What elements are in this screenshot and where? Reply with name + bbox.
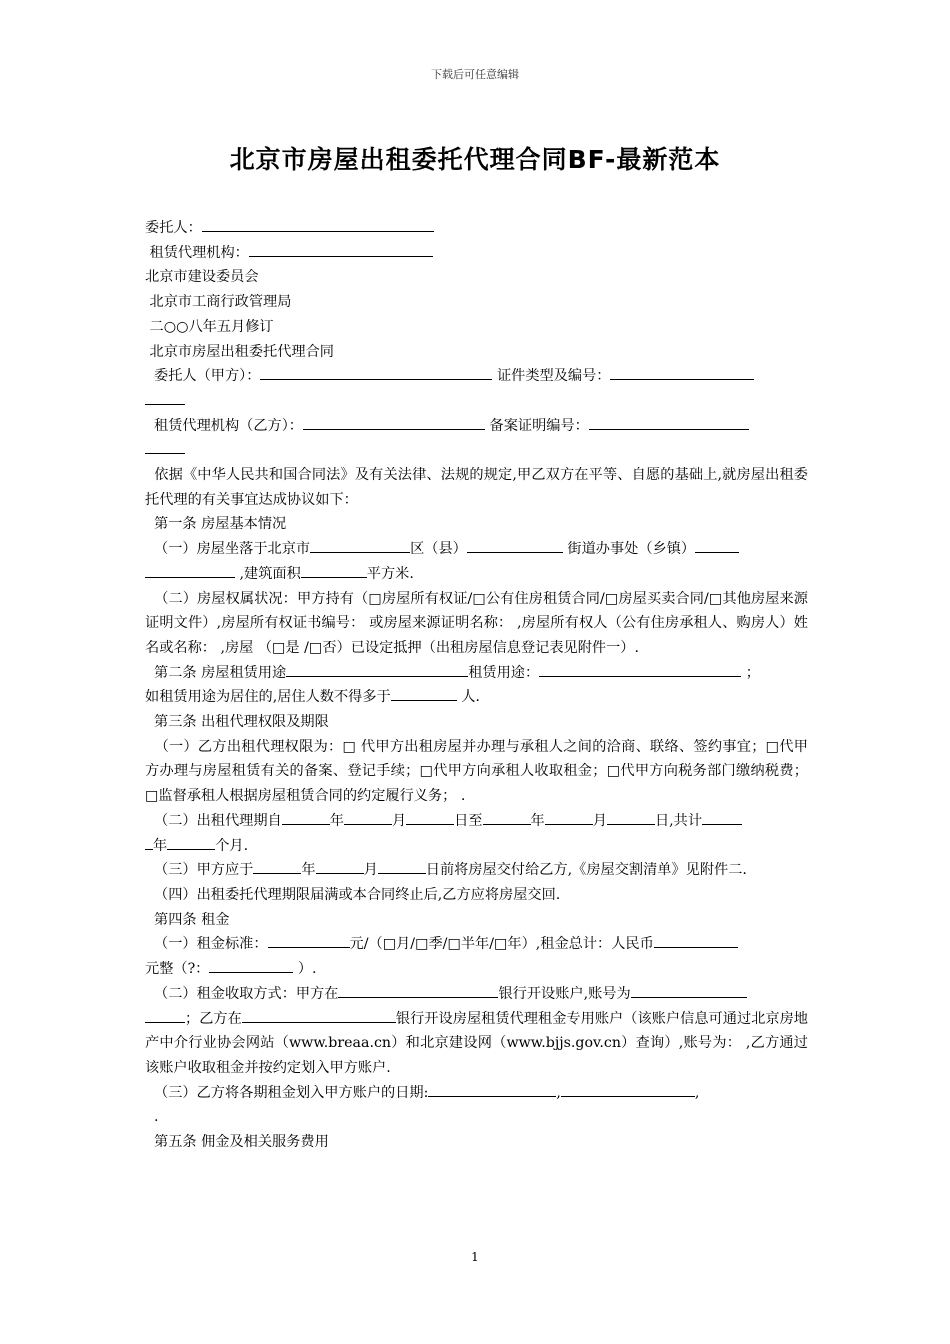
client-line: 委托人： [145,216,808,241]
rent-rate-blank[interactable] [268,932,350,948]
transfer-date-1-blank[interactable] [428,1081,556,1097]
agency-line: 租赁代理机构： [145,241,808,266]
revision-date: 二○○八年五月修订 [145,318,274,335]
id-number-blank[interactable] [610,364,754,380]
district-blank[interactable] [310,537,410,553]
article-4-item-1: （一）租金标准： 元/（□月/□季/□半年/□年）,租金总计：人民币 元整（?： ）. [145,932,808,981]
party-a-line: 委托人（甲方）： 证件类型及编号： [145,364,808,413]
start-day-blank[interactable] [406,809,454,825]
town-blank[interactable] [695,537,739,553]
article-5-heading: 第五条 佣金及相关服务费用 [145,1134,329,1151]
transfer-date-2-blank[interactable] [561,1081,695,1097]
article-4-item-2: （二）租金收取方式：甲方在 银行开设账户,账号为 ；乙方在 银行开设房屋租赁代理租金专用账户（该账户信息可通过北京房地产中介行业协会网站（www.breaa.cn）和北京建设网（www.bjjs.gov.cn）查询）,账号为： ,乙方通过该账户收取租金并按约定划入甲方账户. [145,982,808,1081]
county-blank[interactable] [467,537,563,553]
total-months-blank[interactable] [167,834,215,850]
occupants-blank[interactable] [391,685,457,701]
end-month-blank[interactable] [545,809,593,825]
delivery-year-blank[interactable] [253,858,301,874]
party-a-account-blank-cont[interactable] [145,1007,185,1023]
filing-number-blank-cont[interactable] [145,438,185,454]
usage-detail-blank[interactable] [539,661,741,677]
contract-body [145,216,808,1155]
article-2: 第二条 房屋租赁用途 租赁用途： ； 如租赁用途为居住的,居住人数不得多于 人. [145,661,808,710]
page-number: 1 [471,1250,479,1264]
article-1-item-2: （二）房屋权属状况：甲方持有（□房屋所有权证/□公有住房租赁合同/□房屋买卖合同/□其他房屋来源证明文件）,房屋所有权证书编号： 或房屋来源证明名称： ,房屋所有权人（公有住房承租人、购房人）姓名或名称： ,房屋 （□是 /□否）已设定抵押（出租房屋信息登记表见附件一）. [145,590,808,656]
rent-total-figure-blank[interactable] [209,957,293,973]
total-years-blank[interactable] [702,809,742,825]
article-3-item-1: （一）乙方出租代理权限为：□ 代甲方出租房屋并办理与承租人之间的洽商、联络、签约事宜；□代甲方办理与房屋租赁有关的备案、登记手续；□代甲方向承租人收取租金；□代甲方向税务部门缴纳税费；□监督承租人根据房屋租赁合同的约定履行义务； . [145,738,808,805]
article-1-heading: 第一条 房屋基本情况 [145,516,287,533]
article-1-item-1: （一）房屋坐落于北京市 区（县） 街道办事处（乡镇） ,建筑面积 平方米. [145,537,808,586]
usage-blank[interactable] [286,661,468,677]
start-month-blank[interactable] [344,809,392,825]
start-year-blank[interactable] [282,809,330,825]
delivery-month-blank[interactable] [316,858,364,874]
delivery-day-blank[interactable] [378,858,426,874]
document-title: 北京市房屋出租委托代理合同BF-最新范本 [229,145,721,174]
id-number-blank-cont[interactable] [145,389,185,405]
agency-blank[interactable] [249,241,433,257]
party-b-bank-blank[interactable] [242,1007,396,1023]
party-b-blank[interactable] [303,414,485,430]
issuer-1: 北京市建设委员会 [145,269,259,286]
article-4-item-3: （三）乙方将各期租金划入甲方账户的日期: , , . [145,1081,808,1130]
preamble: 依据《中华人民共和国合同法》及有关法律、法规的规定,甲乙双方在平等、自愿的基础上,就房屋出租委托代理的有关事宜达成协议如下： [145,467,808,508]
article-4-heading: 第四条 租金 [145,911,230,928]
end-day-blank[interactable] [607,809,655,825]
article-3-heading: 第三条 出租代理权限及期限 [145,714,329,731]
filing-number-blank[interactable] [589,414,749,430]
end-year-blank[interactable] [483,809,531,825]
area-blank[interactable] [301,562,367,578]
article-3-item-4: （四）出租委托代理期限届满或本合同终止后,乙方应将房屋交回. [145,886,561,903]
total-years-blank-cont[interactable] [145,834,153,850]
town-blank-cont[interactable] [145,562,235,578]
contract-name: 北京市房屋出租委托代理合同 [145,343,334,360]
article-3-item-3: （三）甲方应于 年 月 日前将房屋交付给乙方,《房屋交割清单》见附件二. [145,858,808,883]
rent-total-blank[interactable] [654,932,738,948]
client-blank[interactable] [202,216,434,232]
party-a-blank[interactable] [260,364,492,380]
page-header-note: 下载后可任意编辑 [431,68,519,81]
issuer-2: 北京市工商行政管理局 [145,294,292,311]
article-3-item-2: （二）出租代理期自 年 月 日至 年 月 日,共计 年 个月. [145,809,808,858]
party-b-line: 租赁代理机构（乙方）： 备案证明编号： [145,414,808,463]
party-a-account-blank[interactable] [631,982,747,998]
party-a-bank-blank[interactable] [338,982,498,998]
